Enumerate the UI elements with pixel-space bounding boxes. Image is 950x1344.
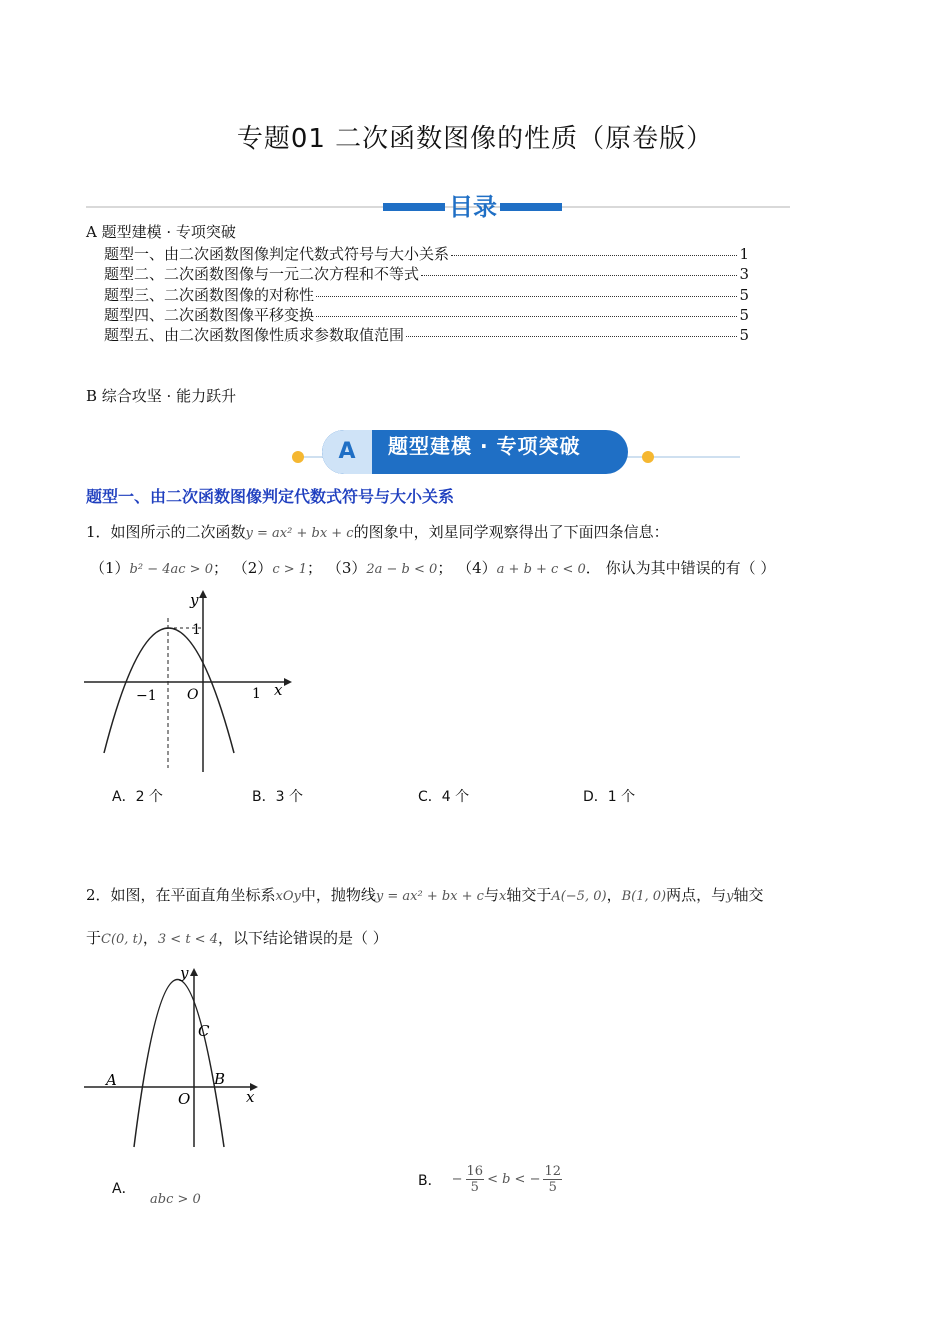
q2-option-a-label: A． bbox=[112, 1181, 136, 1197]
q1-cond-expr: 2a − b < 0 bbox=[366, 562, 438, 577]
banner-dot-right bbox=[642, 451, 654, 463]
q2-frac2-num: 12 bbox=[544, 1164, 562, 1179]
q2-option-a[interactable] bbox=[112, 1178, 201, 1207]
q1-graph bbox=[84, 588, 294, 778]
q1-option-a[interactable]: A．2 个 bbox=[112, 789, 163, 805]
q1-conditions bbox=[90, 557, 775, 578]
toc-item-label: 题型一、由二次函数图像判定代数式符号与大小关系 bbox=[104, 245, 450, 263]
banner-line-right bbox=[620, 456, 740, 458]
q1-option-d[interactable]: D．1 个 bbox=[583, 789, 636, 805]
toc-item-page: 5 bbox=[739, 306, 749, 324]
q1-cond-sep: ． bbox=[585, 559, 601, 577]
q2-text: ， bbox=[142, 929, 158, 947]
q1-formula: y = ax² + bx + c bbox=[245, 526, 354, 541]
q1-cond-sep: ； bbox=[212, 559, 228, 577]
toc-item-page: 1 bbox=[739, 245, 749, 263]
q2-b-label: B bbox=[214, 1070, 226, 1088]
section-title: 题型一、由二次函数图像判定代数式符号与大小关系 bbox=[86, 487, 455, 506]
toc-leader bbox=[406, 336, 737, 337]
toc-item[interactable] bbox=[104, 304, 749, 325]
q2-xoy: xOy bbox=[275, 889, 301, 904]
q1-stem-start: 1．如图所示的二次函数 bbox=[86, 523, 246, 541]
q1-cond-expr: a + b + c < 0 bbox=[496, 562, 586, 577]
q2-text: ， bbox=[606, 886, 622, 904]
toc-item[interactable] bbox=[104, 324, 749, 345]
banner-dot-left bbox=[292, 451, 304, 463]
toc-item-page: 3 bbox=[739, 265, 749, 283]
toc-item[interactable] bbox=[104, 263, 749, 284]
q2-frac1-num: 16 bbox=[466, 1164, 484, 1179]
q2-frac2-den: 5 bbox=[548, 1180, 557, 1195]
q2-x-label: x bbox=[246, 1088, 255, 1106]
q1-option-c[interactable]: C．4 个 bbox=[418, 789, 470, 805]
q2-y-arrow bbox=[190, 968, 198, 976]
toc-accent-right bbox=[500, 203, 562, 211]
q2-option-a-expr: abc > 0 bbox=[150, 1192, 201, 1207]
q2-text: 中，抛物线 bbox=[300, 886, 376, 904]
q2-fraction-2 bbox=[543, 1164, 562, 1195]
q2-point-b: B(1, 0) bbox=[621, 889, 667, 904]
q2-option-b-minus: − bbox=[451, 1172, 463, 1187]
toc-item[interactable] bbox=[104, 284, 749, 305]
toc-leader bbox=[316, 296, 737, 297]
q1-cond-expr: c > 1 bbox=[272, 562, 308, 577]
toc-leader bbox=[316, 316, 737, 317]
q1-x-label: x bbox=[274, 681, 283, 699]
q1-origin-label: O bbox=[187, 687, 199, 703]
toc-leader bbox=[421, 275, 737, 276]
q2-text: 轴交于 bbox=[506, 886, 552, 904]
toc-section-a[interactable]: A 题型建模 · 专项突破 bbox=[86, 223, 236, 241]
q2-origin-label: O bbox=[178, 1090, 191, 1108]
q2-y: y bbox=[726, 889, 734, 904]
banner-letter: A bbox=[322, 430, 372, 474]
q1-ask: 你认为其中错误的有（ ） bbox=[605, 559, 776, 577]
q2-text: 轴交 bbox=[733, 886, 764, 904]
q2-a-label: A bbox=[106, 1071, 117, 1089]
q2-point-c: C(0, t) bbox=[101, 932, 143, 947]
q1-cond-sep: ； bbox=[307, 559, 323, 577]
q2-stem-line1 bbox=[86, 884, 763, 905]
q1-y-arrow bbox=[199, 590, 207, 598]
q1-parabola bbox=[104, 628, 234, 753]
q2-graph bbox=[84, 962, 264, 1152]
banner-text: 题型建模 · 专项突破 bbox=[388, 434, 581, 458]
q1-cond-expr: b² − 4ac > 0 bbox=[129, 562, 213, 577]
q1-option-b[interactable]: B．3 个 bbox=[252, 789, 303, 805]
toc-item[interactable] bbox=[104, 243, 749, 264]
q2-text: 与 bbox=[483, 886, 499, 904]
toc-item-page: 5 bbox=[739, 326, 749, 344]
q2-formula: y = ax² + bx + c bbox=[375, 889, 484, 904]
q2-y-label: y bbox=[180, 964, 189, 982]
toc-item-page: 5 bbox=[739, 286, 749, 304]
q1-y-label: y bbox=[190, 591, 199, 609]
q1-neg-one-label: −1 bbox=[136, 688, 157, 704]
q1-one-label: 1 bbox=[192, 622, 201, 638]
q1-x-arrow bbox=[284, 678, 292, 686]
q2-option-b-label: B． bbox=[418, 1172, 442, 1189]
q2-option-b[interactable] bbox=[418, 1164, 565, 1195]
q2-text: 两点，与 bbox=[666, 886, 727, 904]
toc-item-label: 题型三、二次函数图像的对称性 bbox=[104, 286, 315, 304]
q2-point-a: A(−5, 0) bbox=[551, 889, 607, 904]
q1-cond-num: （3） bbox=[326, 559, 367, 577]
page-title: 专题01 二次函数图像的性质（原卷版） bbox=[236, 124, 714, 154]
toc-item-label: 题型二、二次函数图像与一元二次方程和不等式 bbox=[104, 265, 420, 283]
q2-option-b-mid: < b < − bbox=[487, 1172, 541, 1187]
q1-cond-num: （4） bbox=[457, 559, 497, 577]
toc-heading: 目录 bbox=[449, 193, 497, 221]
q1-cond-num: （2） bbox=[232, 559, 273, 577]
q2-text: 2．如图，在平面直角坐标系 bbox=[86, 886, 276, 904]
q2-parabola bbox=[134, 980, 224, 1148]
q1-x-one-label: 1 bbox=[252, 686, 261, 702]
q1-stem bbox=[86, 521, 669, 542]
q2-stem-line2 bbox=[86, 927, 388, 948]
section-banner bbox=[322, 430, 628, 474]
toc-accent-left bbox=[383, 203, 445, 211]
toc-item-label: 题型五、由二次函数图像性质求参数取值范围 bbox=[104, 326, 405, 344]
q2-text: ，以下结论错误的是（ ） bbox=[217, 929, 388, 947]
q2-frac1-den: 5 bbox=[470, 1180, 479, 1195]
q1-cond-num: （1） bbox=[90, 559, 130, 577]
q2-c-label: C bbox=[198, 1022, 210, 1040]
q2-range: 3 < t < 4 bbox=[157, 932, 218, 947]
toc-item-label: 题型四、二次函数图像平移变换 bbox=[104, 306, 315, 324]
q1-cond-sep: ； bbox=[437, 559, 453, 577]
toc-leader bbox=[451, 255, 737, 256]
q2-fraction-1 bbox=[466, 1164, 485, 1195]
toc-section-b[interactable]: B 综合攻坚 · 能力跃升 bbox=[86, 387, 237, 405]
q1-stem-end: 的图象中，刘星同学观察得出了下面四条信息： bbox=[353, 523, 669, 541]
q2-x: x bbox=[498, 889, 507, 904]
q2-text: 于 bbox=[86, 929, 102, 947]
